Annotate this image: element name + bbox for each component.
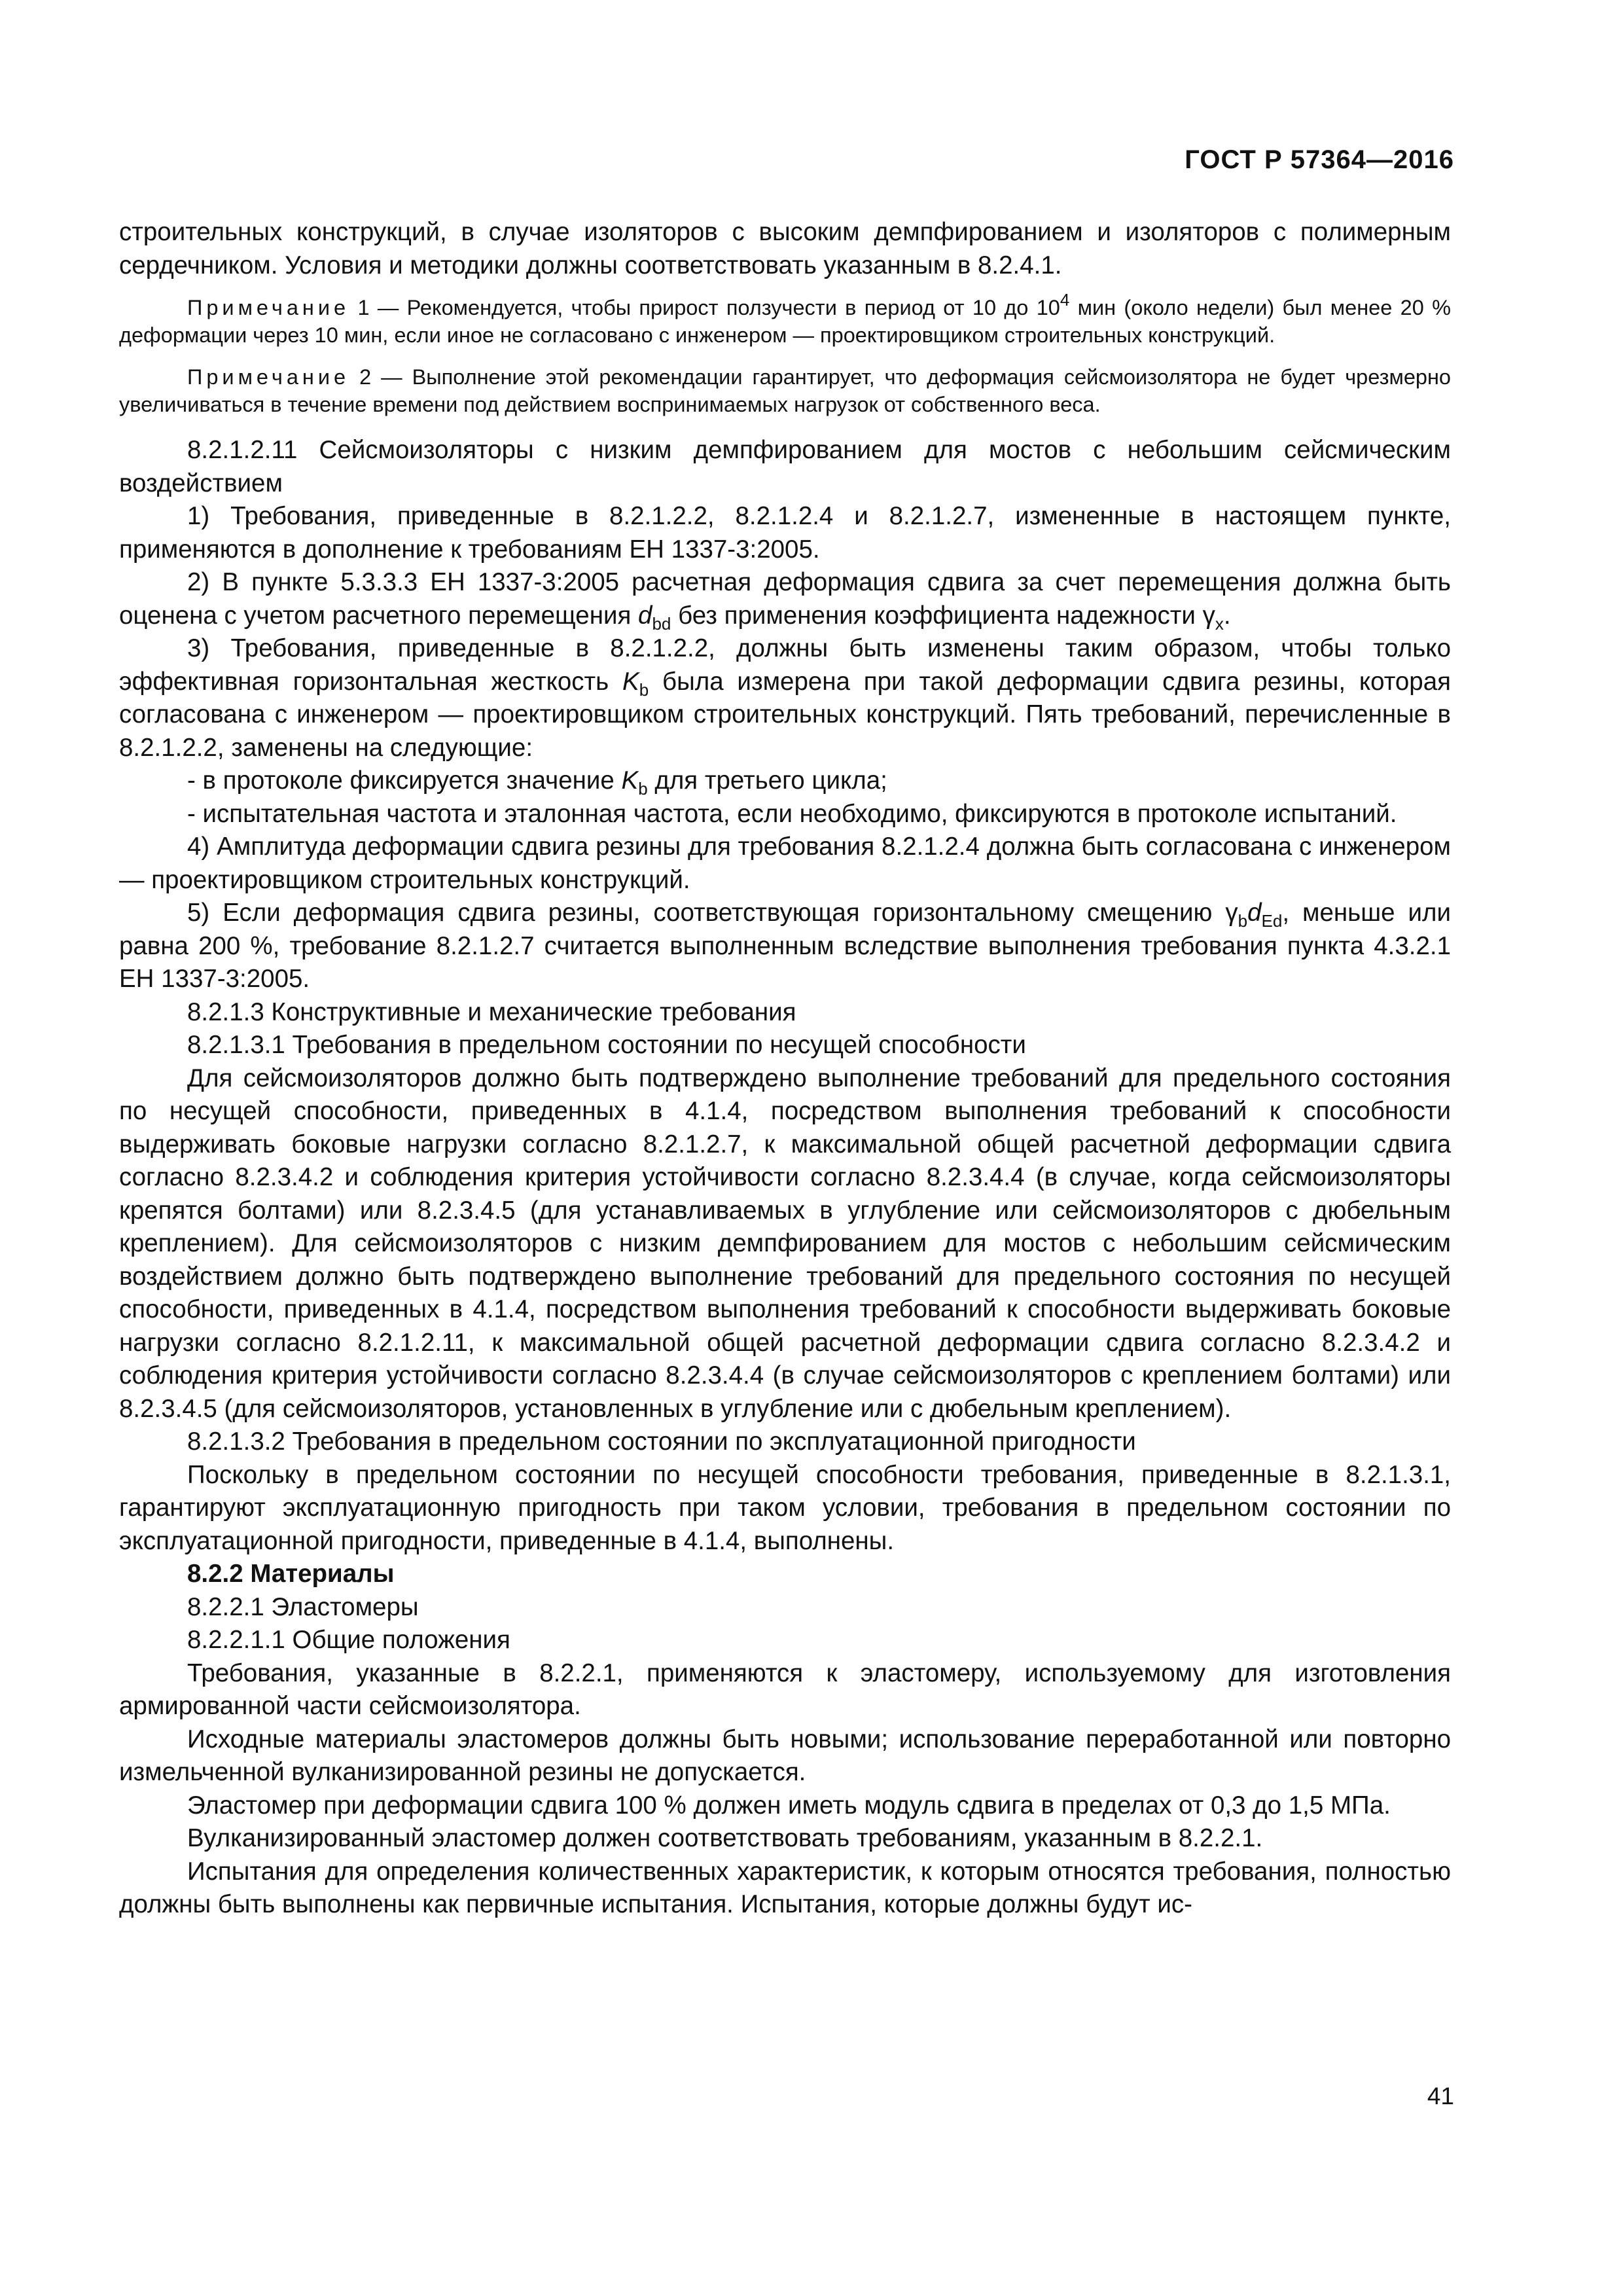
paragraph: Вулканизированный эластомер должен соответствовать требованиям, указанным в 8.2.2.1. xyxy=(187,1824,1263,1852)
paragraph: Поскольку в предельном состоянии по несущей способности требования, приведенные в 8.2.1.3.1, гарантируют эксплуатационную пригодность при таком условии, требования в предельном состоянии по эксплуатационной пригодности, приведенные в 4.1.4, выполнены. xyxy=(119,1460,1451,1555)
paragraph: 4) Амплитуда деформации сдвига резины для требования 8.2.1.2.4 должна быть согласована с инженером — проектировщиком строительных конструкций. xyxy=(119,833,1451,894)
clause-heading: 8.2.2.1 Эластомеры xyxy=(187,1592,419,1621)
note-2: Примечание 2 — Выполнение этой рекомендации гарантирует, что деформация сейсмоизолятора не будет чрезмерно увеличиваться в течение времени под действием воспринимаемых нагрузок от собственного веса. xyxy=(119,365,1451,416)
paragraph: Для сейсмоизоляторов должно быть подтверждено выполнение требований для предельного состояния по несущей способности, приведенных в 4.1.4, посредством выполнения требований к способности выдерживать боковые нагрузки согласно 8.2.1.2.7, к максимальной общей расчетной деформации сдвига согласно 8.2.3.4.2 и соблюдения критерия устойчивости согласно 8.2.3.4.4 (в случае, когда сейсмоизоляторы крепятся болтами) или 8.2.3.4.5 (для устанавливаемых в углубление или сейсмоизоляторов с дюбельным креплением). Для сейсмоизоляторов с низким демпфированием для мостов с небольшим сейсмическим воздействием должно быть подтверждено выполнение требований для предельного состояния по несущей способности, приведенных в 4.1.4, посредством выполнения требований к способности выдерживать боковые нагрузки согласно 8.2.1.2.11, к максимальной общей расчетной деформации сдвига согласно 8.2.3.4.2 и соблюдения критерия устойчивости согласно 8.2.3.4.4 (в случае сейсмоизоляторов с креплением болтами) или 8.2.3.4.5 (для сейсмоизоляторов, установленных в углубление или с дюбельным креплением). xyxy=(119,1064,1451,1423)
note-label: Примечание xyxy=(187,296,350,319)
note-label: Примечание xyxy=(187,365,350,389)
paragraph: Эластомер при деформации сдвига 100 % должен иметь модуль сдвига в пределах от 0,3 до 1,5 МПа. xyxy=(187,1791,1391,1820)
clause-heading: 8.2.1.3.2 Требования в предельном состоянии по эксплуатационной пригодности xyxy=(187,1427,1136,1456)
clause-heading: 8.2.2.1.1 Общие положения xyxy=(187,1626,510,1654)
section-heading: 8.2.2 Материалы xyxy=(187,1560,395,1588)
paragraph: Испытания для определения количественных характеристик, к которым относятся требования, полностью должны быть выполнены как первичные испытания. Испытания, которые должны будут ис- xyxy=(119,1857,1451,1918)
document-body xyxy=(119,216,1451,1922)
paragraph: 1) Требования, приведенные в 8.2.1.2.2, 8.2.1.2.4 и 8.2.1.2.7, измененные в настоящем пункте, применяются в дополнение к требованиям ЕН 1337-3:2005. xyxy=(119,502,1451,564)
paragraph: строительных конструкций, в случае изоляторов с высоким демпфированием и изоляторов с полимерным сердечником. Условия и методики должны соответствовать указанным в 8.2.4.1. xyxy=(119,218,1451,279)
paragraph: 3) Требования, приведенные в 8.2.1.2.2, должны быть изменены таким образом, чтобы только эффективная горизонтальная жесткость $K_b$ была измерена при такой деформации сдвига резины, которая согласована с инженером — проектировщиком строительных конструкций. Пять требований, перечисленные в 8.2.1.2.2, заменены на следующие: xyxy=(119,634,1451,762)
list-item: - в протоколе фиксируется значение $K_b$ для третьего цикла; xyxy=(187,766,887,798)
paragraph: 2) В пункте 5.3.3.3 ЕН 1337-3:2005 расчетная деформация сдвига за счет перемещения должна быть оценена с учетом расчетного перемещения $d_{bd}$ без применения коэффициента надежности $\gamma_x$. xyxy=(119,568,1451,634)
page-number: 41 xyxy=(1427,2083,1454,2109)
clause-heading: 8.2.1.2.11 Сейсмоизоляторы с низким демпфированием для мостов с небольшим сейсмическим воздействием xyxy=(119,436,1451,497)
note-1: Примечание 1 — Рекомендуется, чтобы прирост ползучести в период от 10 до $10^4$ мин (около недели) был менее 20 % деформации через 10 мин, если иное не согласовано с инженером — проектировщиком строительных конструкций. xyxy=(119,290,1451,347)
list-item: - испытательная частота и эталонная частота, если необходимо, фиксируются в протоколе испытаний. xyxy=(187,799,1397,828)
clause-heading: 8.2.1.3.1 Требования в предельном состоянии по несущей способности xyxy=(187,1031,1026,1059)
paragraph: Исходные материалы эластомеров должны быть новыми; использование переработанной или повторно измельченной вулканизированной резины не допускается. xyxy=(119,1725,1451,1786)
clause-heading: 8.2.1.3 Конструктивные и механические требования xyxy=(187,997,796,1026)
paragraph: Требования, указанные в 8.2.2.1, применяются к эластомеру, используемому для изготовления армированной части сейсмоизолятора. xyxy=(119,1659,1451,1720)
paragraph: 5) Если деформация сдвига резины, соответствующая горизонтальному смещению $\gamma_bd_{Ed}$, меньше или равна 200 %, требование 8.2.1.2.7 считается выполненным вследствие выполнения требования пункта 4.3.2.1 ЕН 1337-3:2005. xyxy=(119,899,1451,993)
document-header: ГОСТ Р 57364—2016 xyxy=(1185,145,1454,174)
